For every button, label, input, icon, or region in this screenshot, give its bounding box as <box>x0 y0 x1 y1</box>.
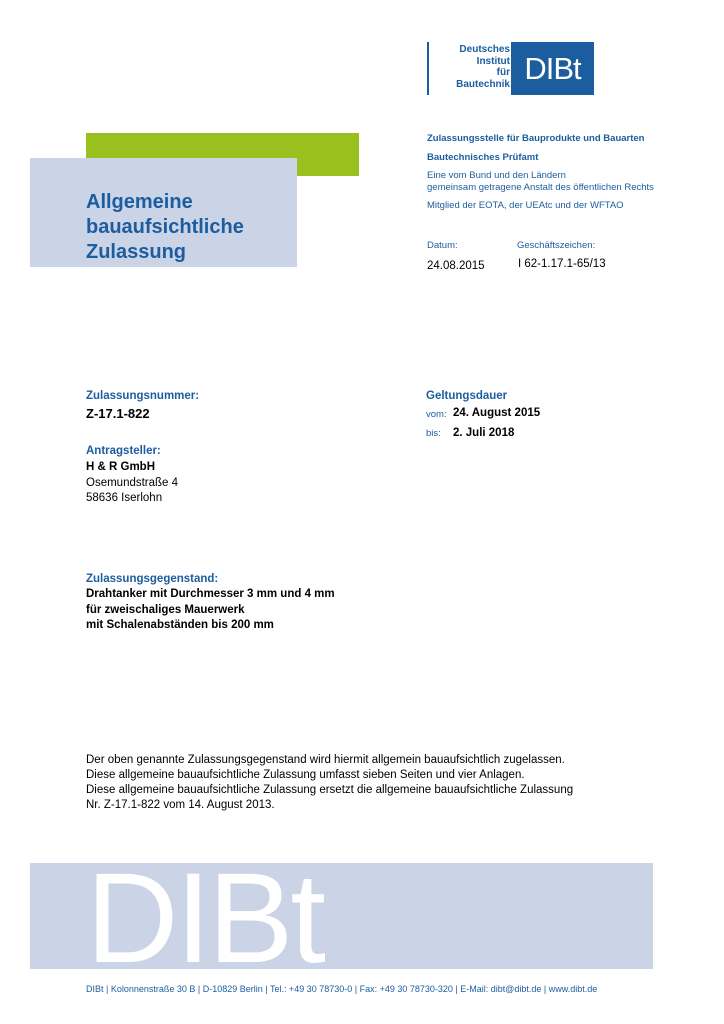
body-line-2: Diese allgemeine bauaufsichtliche Zulassung umfasst sieben Seiten und vier Anlagen. <box>86 769 525 781</box>
approval-number-label: Zulassungsnummer: <box>86 390 200 402</box>
header-office: Zulassungsstelle für Bauprodukte und Bauarten <box>427 133 645 144</box>
title-line-1: Allgemeine <box>86 191 193 213</box>
approval-number-value: Z-17.1-822 <box>86 406 150 421</box>
applicant-label: Antragsteller: <box>86 445 161 457</box>
subject-line-1: Drahtanker mit Durchmesser 3 mm und 4 mm <box>86 588 335 600</box>
header-institution-line-2: gemeinsam getragene Anstalt des öffentlichen Rechts <box>427 182 654 193</box>
validity-label: Geltungsdauer <box>426 390 508 402</box>
reference-label: Geschäftszeichen: <box>517 240 596 251</box>
footer-watermark-logo: DIBt <box>86 863 323 969</box>
reference-value: I 62-1.17.1-65/13 <box>518 258 606 270</box>
title-line-3: Zulassung <box>86 241 187 263</box>
subject-line-3: mit Schalenabständen bis 200 mm <box>86 619 274 631</box>
applicant-street: Osemundstraße 4 <box>86 477 179 489</box>
header-institution-line-1: Eine vom Bund und den Ländern <box>427 170 566 181</box>
logo-line-4: Bautechnik <box>456 78 510 90</box>
logo-divider <box>427 42 429 95</box>
header-testing-office: Bautechnisches Prüfamt <box>427 152 539 163</box>
subject-label: Zulassungsgegenstand: <box>86 573 219 585</box>
valid-from-label: vom: <box>426 409 447 420</box>
date-label: Datum: <box>427 240 458 251</box>
logo-box: DIBt <box>511 42 594 95</box>
body-line-1: Der oben genannte Zulassungsgegenstand wird hiermit allgemein bauaufsichtlich zugelassen. <box>86 754 565 766</box>
body-line-3: Diese allgemeine bauaufsichtliche Zulassung ersetzt die allgemeine bauaufsichtliche Zulassung <box>86 784 574 796</box>
date-value: 24.08.2015 <box>427 260 485 272</box>
applicant-name: H & R GmbH <box>86 461 155 473</box>
header-membership: Mitglied der EOTA, der UEAtc und der WFTAO <box>427 200 624 211</box>
logo-line-1: Deutsches <box>459 44 510 55</box>
dibt-logo <box>427 42 594 95</box>
logo-line-3: für <box>496 67 510 78</box>
valid-from-value: 24. August 2015 <box>453 407 541 419</box>
valid-to-label: bis: <box>426 428 441 439</box>
footer-contact-line: DIBt | Kolonnenstraße 30 B | D-10829 Berlin | Tel.: +49 30 78730-0 | Fax: +49 30 78730-320 | E-Mail: dibt@dibt.de | www.dibt.de <box>86 984 598 994</box>
applicant-city: 58636 Iserlohn <box>86 492 163 504</box>
document-title <box>86 190 244 265</box>
title-line-2: bauaufsichtliche <box>86 216 244 238</box>
body-line-4: Nr. Z-17.1-822 vom 14. August 2013. <box>86 799 275 811</box>
logo-line-2: Institut <box>476 55 510 67</box>
valid-to-value: 2. Juli 2018 <box>453 427 515 439</box>
logo-institute-name <box>456 44 510 90</box>
footer-band <box>30 863 653 969</box>
subject-line-2: für zweischaliges Mauerwerk <box>86 604 245 616</box>
